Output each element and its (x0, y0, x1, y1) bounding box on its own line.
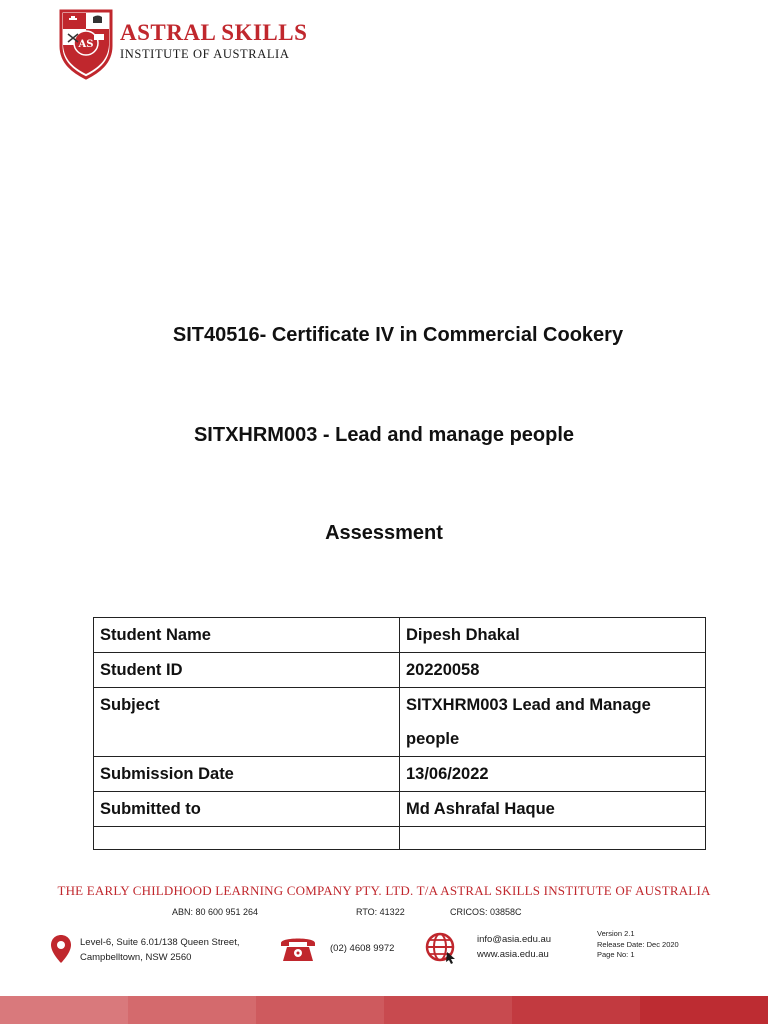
row-value (400, 827, 706, 850)
row-label: Student ID (94, 653, 400, 688)
location-pin-icon (50, 934, 72, 964)
table-row (94, 757, 706, 792)
footer-bar-segment (256, 996, 384, 1024)
company-name: THE EARLY CHILDHOOD LEARNING COMPANY PTY. LTD. T/A ASTRAL SKILLS INSTITUTE OF AUSTRALIA (57, 883, 711, 898)
logo (58, 8, 320, 82)
phone-number: (02) 4608 9972 (330, 943, 395, 954)
student-details-table (93, 617, 706, 850)
row-label: Submitted to (94, 792, 400, 827)
address-line-2: Campbelltown, NSW 2560 (80, 952, 192, 963)
unit-title: SITXHRM003 - Lead and manage people (193, 424, 575, 446)
row-value: SITXHRM003 Lead and Manage people (400, 688, 706, 757)
brand-title: ASTRAL SKILLS (120, 20, 308, 45)
email-link[interactable]: info@asia.edu.au (477, 934, 552, 945)
shield-crest-icon (58, 8, 114, 80)
brand-subtitle: INSTITUTE OF AUSTRALIA (120, 47, 290, 61)
page-number: Page No: 1 (597, 950, 635, 959)
website-link[interactable]: www.asia.edu.au (477, 949, 549, 960)
row-value: 13/06/2022 (400, 757, 706, 792)
globe-icon (425, 932, 457, 964)
row-label: Student Name (94, 618, 400, 653)
course-title: SIT40516- Certificate IV in Commercial Cookery (172, 324, 624, 346)
footer-bar-segment (640, 996, 768, 1024)
row-label: Submission Date (94, 757, 400, 792)
table-row (94, 653, 706, 688)
address (80, 935, 240, 965)
row-value: Md Ashrafal Haque (400, 792, 706, 827)
table-row (94, 792, 706, 827)
address-line-1: Level-6, Suite 6.01/138 Queen Street, (80, 937, 240, 948)
cricos-number: CRICOS: 03858C (450, 907, 522, 917)
footer-bar-segment (512, 996, 640, 1024)
footer-bar-segment (384, 996, 512, 1024)
table-row (94, 827, 706, 850)
table-row (94, 688, 706, 757)
row-value: 20220058 (400, 653, 706, 688)
footer-color-bar (0, 996, 768, 1024)
abn-number: ABN: 80 600 951 264 (172, 907, 259, 917)
release-date: Release Date: Dec 2020 (597, 939, 679, 949)
row-value: Dipesh Dhakal (400, 618, 706, 653)
version-info (597, 929, 679, 961)
row-label: Subject (94, 688, 400, 757)
footer-bar-segment (0, 996, 128, 1024)
footer-bar-segment (128, 996, 256, 1024)
telephone-icon (279, 933, 317, 963)
table-row (94, 618, 706, 653)
row-label (94, 827, 400, 850)
monogram: AS (78, 39, 94, 50)
contact-web (477, 932, 551, 962)
document-type: Assessment (325, 522, 443, 544)
rto-number: RTO: 41322 (356, 907, 405, 917)
version: Version 2.1 (597, 929, 635, 938)
